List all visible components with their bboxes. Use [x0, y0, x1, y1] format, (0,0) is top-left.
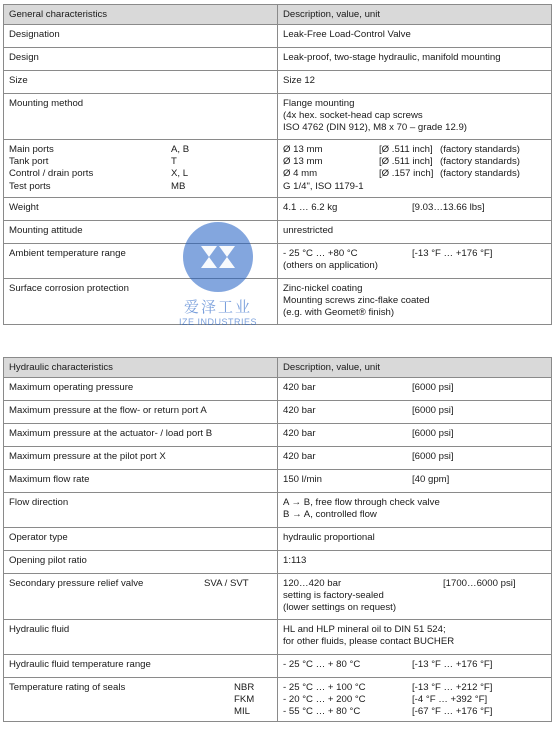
table-row	[4, 528, 552, 551]
seal-code: MIL	[234, 706, 250, 718]
row-alt: [6000 psi]	[412, 382, 454, 393]
table-row	[4, 493, 552, 528]
value-line: ISO 4762 (DIN 912), M8 x 70 – grade 12.9)	[283, 122, 467, 134]
ports-value-cell	[278, 140, 552, 198]
port-alt: [Ø .511 inch]	[379, 144, 433, 155]
port-value: Ø 13 mm	[283, 156, 323, 168]
seal-value: - 20 °C … + 200 °C	[283, 694, 366, 706]
row-label: Design	[4, 48, 278, 71]
ports-row	[4, 140, 552, 198]
table-row	[4, 198, 552, 221]
row-alt: [6000 psi]	[412, 405, 454, 416]
port-note: (factory standards)	[440, 156, 520, 168]
value-line: HL and HLP mineral oil to DIN 51 524;	[283, 624, 446, 635]
row-value-cell	[278, 378, 552, 401]
watermark-en-text: IZE INDUSTRIES	[178, 317, 257, 327]
table-row	[4, 94, 552, 140]
row-value: 420 bar	[283, 382, 316, 393]
table-row	[4, 221, 552, 244]
row-code: SVA / SVT	[204, 578, 249, 589]
row-label: Mounting attitude	[4, 221, 278, 244]
row-value: unrestricted	[278, 221, 552, 244]
seal-alt: [-13 °F … +212 °F]	[412, 682, 493, 693]
row-value-cell	[278, 279, 552, 325]
hydraulic-characteristics-table	[3, 357, 552, 722]
port-note: (factory standards)	[440, 168, 520, 180]
table-row	[4, 378, 552, 401]
row-label: Maximum pressure at the flow- or return port A	[4, 401, 278, 424]
row-value: 4.1 … 6.2 kg	[283, 202, 338, 213]
row-value-cell	[278, 574, 552, 620]
row-label: Ambient temperature range	[4, 244, 278, 279]
row-label: Maximum operating pressure	[4, 378, 278, 401]
row-value: 1:113	[278, 551, 552, 574]
table-header-row	[4, 358, 552, 378]
row-label: Secondary pressure relief valve	[9, 578, 144, 589]
row-label: Maximum pressure at the actuator- / load port B	[4, 424, 278, 447]
port-note: (factory standards)	[440, 144, 520, 155]
seal-value: - 55 °C … + 80 °C	[283, 706, 361, 718]
table-row	[4, 655, 552, 678]
row-value: 420 bar	[283, 428, 316, 439]
row-alt: [-13 °F … +176 °F]	[412, 248, 493, 259]
value-line: B → A, controlled flow	[283, 509, 377, 521]
row-value: 150 l/min	[283, 474, 322, 485]
row-label: Opening pilot ratio	[4, 551, 278, 574]
port-code: T	[171, 156, 177, 168]
value-line: A → B, free flow through check valve	[283, 497, 440, 508]
row-value: 120…420 bar	[283, 578, 342, 589]
port-value: Ø 4 mm	[283, 168, 318, 180]
table-row	[4, 25, 552, 48]
port-code: A, B	[171, 144, 190, 155]
row-label: Mounting method	[4, 94, 278, 140]
row-value: hydraulic proportional	[278, 528, 552, 551]
seal-code: NBR	[234, 682, 255, 693]
table-row	[4, 620, 552, 655]
value-line: (lower settings on request)	[283, 602, 397, 614]
value-line: Flange mounting	[283, 98, 355, 109]
row-alt: [6000 psi]	[412, 428, 454, 439]
port-label: Control / drain ports	[9, 168, 94, 180]
row-label-cell	[4, 574, 278, 620]
row-value-cell	[278, 447, 552, 470]
row-label: Temperature rating of seals	[9, 682, 126, 693]
value-line: for other fluids, please contact BUCHER	[283, 636, 455, 648]
general-characteristics-table	[3, 4, 552, 325]
port-alt: [Ø .511 inch]	[379, 156, 433, 168]
seals-value-cell	[278, 678, 552, 722]
table-row	[4, 470, 552, 493]
seal-alt: [-4 °F … +392 °F]	[412, 694, 488, 706]
port-code: MB	[171, 180, 186, 192]
row-value-cell	[278, 655, 552, 678]
value-line: (e.g. with Geomet® finish)	[283, 307, 395, 319]
table-header-row	[4, 5, 552, 25]
port-label: Main ports	[9, 144, 54, 155]
row-alt: [-13 °F … +176 °F]	[412, 659, 493, 670]
table-row	[4, 71, 552, 94]
seal-alt: [-67 °F … +176 °F]	[412, 706, 493, 718]
row-alt: [9.03…13.66 lbs]	[412, 202, 485, 213]
header-cell: Description, value, unit	[278, 358, 552, 378]
seals-label-cell	[4, 678, 278, 722]
row-value	[278, 94, 552, 140]
row-value-cell	[278, 198, 552, 221]
row-label: Flow direction	[4, 493, 278, 528]
row-label: Hydraulic fluid	[4, 620, 278, 655]
row-label: Operator type	[4, 528, 278, 551]
table-row	[4, 48, 552, 71]
port-label: Tank port	[9, 156, 49, 168]
port-value: Ø 13 mm	[283, 144, 323, 155]
table-row	[4, 279, 552, 325]
row-label: Designation	[4, 25, 278, 48]
row-alt: [1700…6000 psi]	[443, 578, 516, 589]
value-line: (4x hex. socket-head cap screws	[283, 110, 423, 122]
seals-row	[4, 678, 552, 722]
row-value: 420 bar	[283, 405, 316, 416]
ports-label-cell	[4, 140, 278, 198]
row-value-cell	[278, 424, 552, 447]
port-label: Test ports	[9, 180, 51, 192]
seal-value: - 25 °C … + 100 °C	[283, 682, 366, 693]
row-label: Maximum pressure at the pilot port X	[4, 447, 278, 470]
table-row	[4, 424, 552, 447]
row-label: Maximum flow rate	[4, 470, 278, 493]
value-line: Mounting screws zinc-flake coated	[283, 295, 430, 307]
row-value-cell	[278, 401, 552, 424]
row-value: Leak-Free Load-Control Valve	[278, 25, 552, 48]
seal-code: FKM	[234, 694, 255, 706]
row-value-cell	[278, 620, 552, 655]
row-alt: [40 gpm]	[412, 474, 450, 485]
row-value: - 25 °C … +80 °C	[283, 248, 358, 259]
value-line: setting is factory-sealed	[283, 590, 384, 602]
row-value: 420 bar	[283, 451, 316, 462]
row-value-cell	[278, 470, 552, 493]
row-value: - 25 °C … + 80 °C	[283, 659, 361, 670]
table-row	[4, 574, 552, 620]
port-code: X, L	[171, 168, 189, 180]
table-row	[4, 401, 552, 424]
value-line: (others on application)	[283, 260, 378, 272]
table-row	[4, 551, 552, 574]
row-alt: [6000 psi]	[412, 451, 454, 462]
row-value: Leak-proof, two-stage hydraulic, manifold mounting	[278, 48, 552, 71]
watermark-cn-text: 爱泽工业	[183, 298, 252, 316]
table-row	[4, 244, 552, 279]
row-label: Hydraulic fluid temperature range	[4, 655, 278, 678]
row-label: Size	[4, 71, 278, 94]
port-value: G 1/4", ISO 1179-1	[283, 180, 364, 192]
port-alt: [Ø .157 inch]	[379, 168, 434, 180]
value-line: Zinc-nickel coating	[283, 283, 363, 294]
row-label: Weight	[4, 198, 278, 221]
header-cell: Hydraulic characteristics	[4, 358, 278, 378]
table-row	[4, 447, 552, 470]
row-label: Surface corrosion protection	[4, 279, 278, 325]
row-value-cell	[278, 244, 552, 279]
row-value: Size 12	[278, 71, 552, 94]
header-cell: General characteristics	[4, 5, 278, 25]
header-cell: Description, value, unit	[278, 5, 552, 25]
row-value-cell	[278, 493, 552, 528]
